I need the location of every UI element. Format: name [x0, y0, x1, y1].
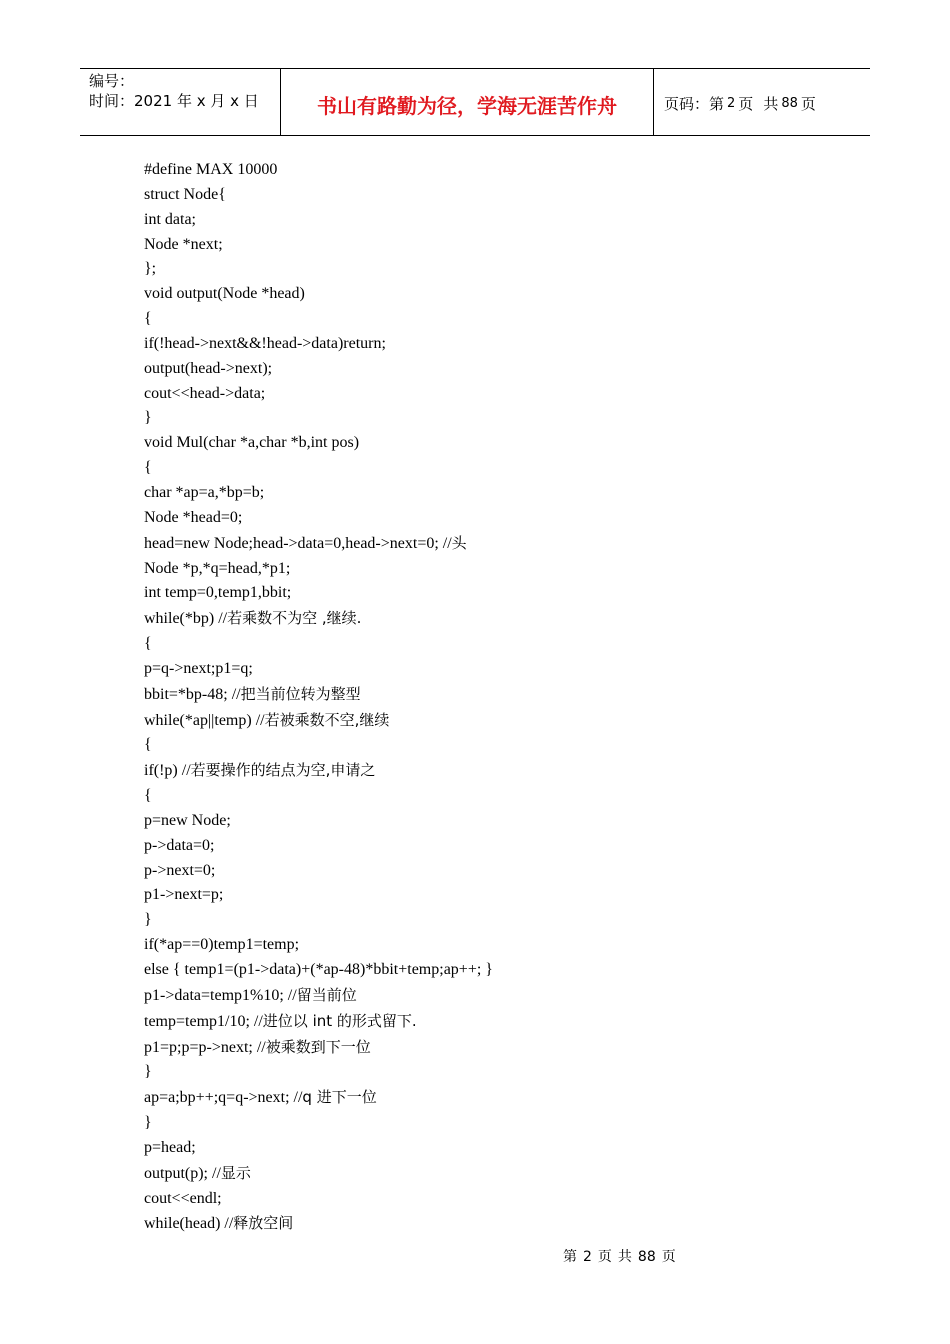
time-label: 时间：2021 年 x 月 x 日 [89, 92, 259, 110]
page-prefix: 页码：第 [664, 94, 725, 113]
header-motto [281, 69, 654, 135]
footer-prefix: 第 [563, 1249, 577, 1265]
code-text: p->data=0; [144, 836, 215, 854]
code-line [144, 557, 493, 582]
code-comment: 被乘数到下一位 [265, 1037, 371, 1056]
code-text: p=new Node; [144, 811, 231, 829]
code-text: cout<<head->data; [144, 384, 266, 402]
code-text: p=head; [144, 1138, 196, 1156]
code-text: p1=p;p=p->next; // [144, 1038, 266, 1056]
footer-suffix: 页 [661, 1249, 676, 1265]
code-line [144, 1035, 493, 1061]
code-line [144, 809, 493, 834]
code-line [144, 657, 493, 682]
code-text: }; [144, 260, 157, 278]
code-line [144, 257, 493, 282]
code-line [144, 481, 493, 506]
code-text: p1->data=temp1%10; // [144, 986, 297, 1004]
code-line [144, 1060, 493, 1085]
code-line [144, 158, 493, 183]
code-line [144, 183, 493, 208]
code-line [144, 1211, 493, 1237]
code-text: #define MAX 10000 [144, 161, 278, 178]
code-comment: 若乘数不为空 ,继续. [227, 609, 362, 628]
code-text: while(head) // [144, 1215, 234, 1233]
code-comment: 显示 [220, 1163, 251, 1182]
code-text: { [144, 736, 152, 754]
code-text: int data; [144, 210, 196, 228]
code-line [144, 431, 493, 456]
code-text: bbit=*bp-48; // [144, 685, 241, 703]
page-mid: 页 [738, 94, 754, 113]
code-text: while(*bp) // [144, 610, 228, 628]
code-line [144, 933, 493, 958]
code-line [144, 859, 493, 884]
code-text: cout<<endl; [144, 1189, 222, 1207]
code-text: while(*ap||temp) // [144, 711, 265, 729]
code-line [144, 758, 493, 784]
code-line [144, 233, 493, 258]
page-suffix: 页 [800, 94, 816, 113]
code-comment: 释放空间 [233, 1214, 294, 1233]
code-line [144, 307, 493, 332]
code-line [144, 456, 493, 481]
code-text: { [144, 787, 152, 805]
footer-total: 88 [637, 1249, 656, 1265]
code-comment: 留当前位 [296, 985, 357, 1004]
code-text: Node *head=0; [144, 508, 243, 526]
code-comment: 把当前位转为整型 [240, 684, 361, 703]
page-total: 88 [781, 95, 798, 111]
code-line [144, 208, 493, 233]
header-page-number [654, 69, 870, 135]
serial-label: 编号： [89, 72, 135, 90]
code-line [144, 1009, 493, 1035]
code-text: { [144, 310, 152, 328]
code-line [144, 1161, 493, 1187]
code-line [144, 834, 493, 859]
code-text: if(*ap==0)temp1=temp; [144, 936, 300, 954]
code-text: output(head->next); [144, 359, 273, 377]
footer-total-prefix: 共 [617, 1249, 632, 1265]
code-line [144, 531, 493, 557]
code-line [144, 908, 493, 933]
code-line [144, 357, 493, 382]
code-text: ap=a;bp++;q=q->next; // [144, 1089, 303, 1107]
code-text: else { temp1=(p1->data)+(*ap-48)*bbit+temp;ap++; } [144, 961, 493, 978]
code-line [144, 506, 493, 531]
code-text: } [144, 1114, 152, 1132]
code-comment: 若要操作的结点为空,申请之 [190, 761, 376, 780]
code-line [144, 581, 493, 606]
code-text: if(!p) // [144, 762, 191, 780]
code-comment: 若被乘数不空,继续 [264, 710, 390, 729]
code-text: p=q->next;p1=q; [144, 659, 253, 677]
page-current: 2 [727, 95, 736, 111]
code-listing [144, 158, 493, 1237]
code-text: { [144, 459, 152, 477]
code-line [144, 682, 493, 708]
code-text: } [144, 409, 152, 427]
code-line [144, 282, 493, 307]
code-text: char *ap=a,*bp=b; [144, 483, 265, 501]
code-line [144, 784, 493, 809]
code-line [144, 332, 493, 357]
motto-text: 书山有路勤为径，学海无涯苦作舟 [317, 93, 617, 118]
code-line [144, 983, 493, 1009]
code-text: p->next=0; [144, 861, 216, 879]
header-meta [80, 69, 281, 135]
code-line [144, 382, 493, 407]
code-line [144, 883, 493, 908]
code-text: Node *p,*q=head,*p1; [144, 559, 291, 577]
code-comment: q 进下一位 [302, 1088, 377, 1107]
code-comment: 头 [451, 533, 467, 552]
page-footer [563, 1246, 682, 1266]
code-text: void Mul(char *a,char *b,int pos) [144, 434, 360, 452]
code-text: head=new Node;head->data=0,head->next=0; // [144, 534, 452, 552]
page-header [80, 68, 870, 136]
code-text: Node *next; [144, 235, 223, 253]
code-line [144, 606, 493, 632]
code-comment: 进位以 int 的形式留下. [262, 1011, 417, 1030]
footer-current: 2 [583, 1249, 592, 1265]
code-line [144, 1085, 493, 1111]
code-line [144, 1136, 493, 1161]
code-line [144, 958, 493, 983]
footer-mid: 页 [597, 1249, 612, 1265]
code-line [144, 1111, 493, 1136]
page-total-prefix: 共 [763, 94, 779, 113]
code-line [144, 406, 493, 431]
code-text: int temp=0,temp1,bbit; [144, 584, 292, 602]
code-text: temp=temp1/10; // [144, 1012, 263, 1030]
code-line [144, 733, 493, 758]
code-text: } [144, 911, 152, 929]
code-line [144, 708, 493, 734]
code-text: p1->next=p; [144, 886, 224, 904]
code-text: { [144, 635, 152, 653]
code-line [144, 632, 493, 657]
code-text: struct Node{ [144, 185, 226, 203]
code-text: if(!head->next&&!head->data)return; [144, 334, 386, 352]
code-text: output(p); // [144, 1164, 221, 1182]
code-text: } [144, 1063, 152, 1081]
code-text: void output(Node *head) [144, 285, 305, 303]
code-line [144, 1187, 493, 1212]
